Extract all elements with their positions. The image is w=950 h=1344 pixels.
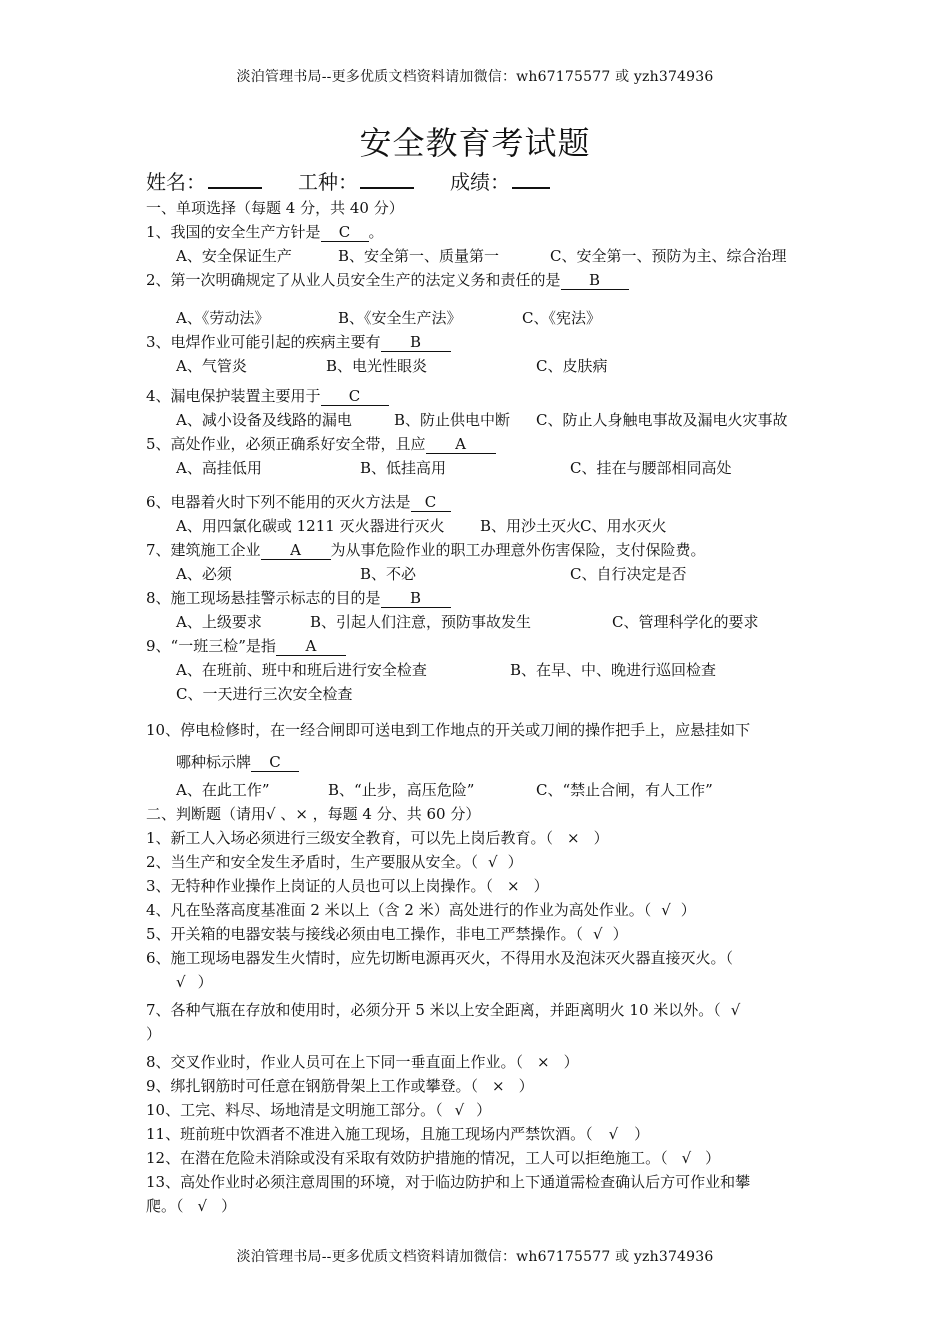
option-10a: A、在此工作” — [176, 781, 270, 799]
question-2: 2、第一次明确规定了从业人员安全生产的法定义务和责任的是 B — [146, 268, 818, 292]
question-10: 10、停电检修时，在一经合闸即可送电到工作地点的开关或刀闸的操作把手上，应悬挂如下 — [146, 721, 751, 739]
option-5c: C、挂在与腰部相同高处 — [570, 459, 732, 477]
answer-2: B — [561, 271, 629, 290]
name-blank[interactable] — [208, 169, 262, 189]
option-3c: C、皮肤病 — [536, 357, 608, 375]
tf-mark-3: × — [507, 877, 520, 895]
option-10c: C、“禁止合闸，有人工作” — [536, 781, 713, 799]
options-7 — [146, 562, 818, 586]
option-9b: B、在早、中、晚进行巡回检查 — [510, 661, 717, 679]
tf-mark-11: √ — [608, 1125, 619, 1143]
option-2c: C、《宪法》 — [522, 309, 601, 327]
job-blank[interactable] — [360, 169, 414, 189]
options-10 — [146, 778, 818, 802]
option-2a: A、《劳动法》 — [176, 309, 270, 327]
tf-mark-8: × — [537, 1053, 550, 1071]
option-1a: A、安全保证生产 — [176, 247, 292, 265]
answer-8: B — [381, 589, 451, 608]
question-5: 5、高处作业，必须正确系好安全带，且应 A — [146, 432, 818, 456]
option-8c: C、管理科学化的要求 — [612, 613, 759, 631]
options-9 — [146, 658, 818, 682]
tf-item-1: 1、新工人入场必须进行三级安全教育，可以先上岗后教育。（ × ） — [146, 826, 818, 850]
section2-heading: 二、判断题（请用√ 、× ，每题 4 分、共 60 分） — [146, 805, 481, 823]
tf-item-5: 5、开关箱的电器安装与接线必须由电工操作，非电工严禁操作。（ √ ） — [146, 922, 818, 946]
exam-content — [146, 196, 818, 1218]
name-field[interactable] — [146, 166, 262, 195]
answer-1: C — [321, 223, 369, 242]
page-title: 安全教育考试题 — [359, 124, 591, 162]
tf-item-3: 3、无特种作业操作上岗证的人员也可以上岗操作。（ × ） — [146, 874, 818, 898]
option-3b: B、电光性眼炎 — [326, 357, 428, 375]
section1-heading: 一、单项选择（每题 4 分，共 40 分） — [146, 199, 404, 217]
answer-9: A — [276, 637, 346, 656]
option-6a: A、用四氯化碳或 1211 灭火器进行灭火 — [176, 517, 445, 535]
tf-item-6: 6、施工现场电器发生火情时，应先切断电源再灭火，不得用水及泡沫灭火器直接灭火。（ — [146, 949, 734, 967]
options-2 — [146, 306, 818, 330]
option-4c: C、防止人身触电事故及漏电火灾事故 — [536, 411, 788, 429]
student-info-row — [146, 166, 586, 195]
option-6b: B、用沙土灭火 — [480, 517, 582, 535]
tf-item-11: 11、班前班中饮酒者不准进入施工现场，且施工现场内严禁饮酒。（ √ ） — [146, 1122, 818, 1146]
tf-item-2: 2、当生产和安全发生矛盾时，生产要服从安全。（ √ ） — [146, 850, 818, 874]
tf-mark-7: √ — [730, 1001, 741, 1019]
tf-mark-9: × — [492, 1077, 505, 1095]
tf-item-12: 12、在潜在危险未消除或没有采取有效防护措施的情况，工人可以拒绝施工。（ √ ） — [146, 1146, 818, 1170]
option-7a: A、必须 — [176, 565, 232, 583]
options-6 — [146, 514, 818, 538]
options-4 — [146, 408, 818, 432]
option-8a: A、上级要求 — [176, 613, 262, 631]
question-6: 6、电器着火时下列不能用的灭火方法是 C — [146, 490, 818, 514]
option-5a: A、高挂低用 — [176, 459, 262, 477]
score-field[interactable] — [450, 166, 550, 195]
option-4b: B、防止供电中断 — [394, 411, 511, 429]
answer-4: C — [321, 387, 389, 406]
tf-item-13: 13、高处作业时必须注意周围的环境，对于临边防护和上下通道需检查确认后方可作业和攀 — [146, 1173, 751, 1191]
tf-item-10: 10、工完、料尽、场地清是文明施工部分。（ √ ） — [146, 1098, 818, 1122]
option-1c: C、安全第一、预防为主、综合治理 — [550, 247, 787, 265]
options-8 — [146, 610, 818, 634]
answer-7: A — [261, 541, 331, 560]
question-10-cont: 哪种标示牌 C — [146, 750, 818, 774]
tf-mark-4: √ — [661, 901, 671, 919]
question-7: 7、建筑施工企业 A 为从事危险作业的职工办理意外伤害保险，支付保险费。 — [146, 541, 706, 559]
answer-6: C — [411, 493, 451, 512]
tf-mark-5: √ — [593, 925, 603, 943]
tf-item-7: 7、各种气瓶在存放和使用时，必须分开 5 米以上安全距离，并距离明火 10 米以外。（ √ — [146, 998, 818, 1022]
score-blank[interactable] — [512, 169, 550, 189]
option-7b: B、不必 — [360, 565, 417, 583]
tf-item-9: 9、绑扎钢筋时可任意在钢筋骨架上工作或攀登。（ × ） — [146, 1074, 818, 1098]
tf-item-4: 4、凡在坠落高度基准面 2 米以上（含 2 米）高处进行的作业为高处作业。（ √ ） — [146, 898, 818, 922]
option-10b: B、“止步，高压危险” — [328, 781, 475, 799]
tf-item-8: 8、交叉作业时，作业人员可在上下同一垂直面上作业。（ × ） — [146, 1050, 818, 1074]
job-label: 工种： — [298, 170, 358, 194]
question-9: 9、“一班三检”是指 A — [146, 634, 818, 658]
tf-item-13-cont: 爬。（ √ ） — [146, 1194, 818, 1218]
tf-mark-6: √ — [176, 973, 186, 991]
option-5b: B、低挂高用 — [360, 459, 447, 477]
job-field[interactable] — [298, 166, 414, 195]
question-4: 4、漏电保护装置主要用于 C — [146, 384, 818, 408]
options-3 — [146, 354, 818, 378]
option-9a: A、在班前、班中和班后进行安全检查 — [176, 661, 427, 679]
tf-item-7-cont: ） — [146, 1025, 162, 1043]
page-header: 淡泊管理书局--更多优质文档资料请加微信：wh67175577 或 yzh374936 — [236, 69, 714, 85]
option-4a: A、减小设备及线路的漏电 — [176, 411, 352, 429]
tf-mark-12: √ — [681, 1149, 692, 1167]
tf-mark-2: √ — [488, 853, 498, 871]
option-7c: C、自行决定是否 — [570, 565, 687, 583]
question-8: 8、施工现场悬挂警示标志的目的是 B — [146, 586, 818, 610]
options-9-cont — [146, 682, 818, 706]
answer-3: B — [381, 333, 451, 352]
option-6c: C、用水灭火 — [580, 517, 667, 535]
option-2b: B、《安全生产法》 — [338, 309, 462, 327]
score-label: 成绩： — [450, 170, 510, 194]
tf-item-6-cont: √ ） — [146, 970, 818, 994]
option-3a: A、气管炎 — [176, 357, 247, 375]
tf-mark-10: √ — [454, 1101, 465, 1119]
options-1 — [146, 244, 818, 268]
option-1b: B、安全第一、质量第一 — [338, 247, 500, 265]
option-9c: C、一天进行三次安全检查 — [176, 685, 353, 703]
option-8b: B、引起人们注意，预防事故发生 — [310, 613, 532, 631]
answer-5: A — [426, 435, 496, 454]
page-footer: 淡泊管理书局--更多优质文档资料请加微信：wh67175577 或 yzh374936 — [236, 1249, 714, 1265]
tf-mark-1: × — [567, 829, 580, 847]
options-5 — [146, 456, 818, 480]
question-3: 3、电焊作业可能引起的疾病主要有 B — [146, 330, 818, 354]
name-label: 姓名： — [146, 170, 206, 194]
tf-mark-13: √ — [197, 1197, 208, 1215]
question-1: 1、我国的安全生产方针是 C 。 — [146, 223, 384, 241]
answer-10: C — [251, 753, 299, 772]
